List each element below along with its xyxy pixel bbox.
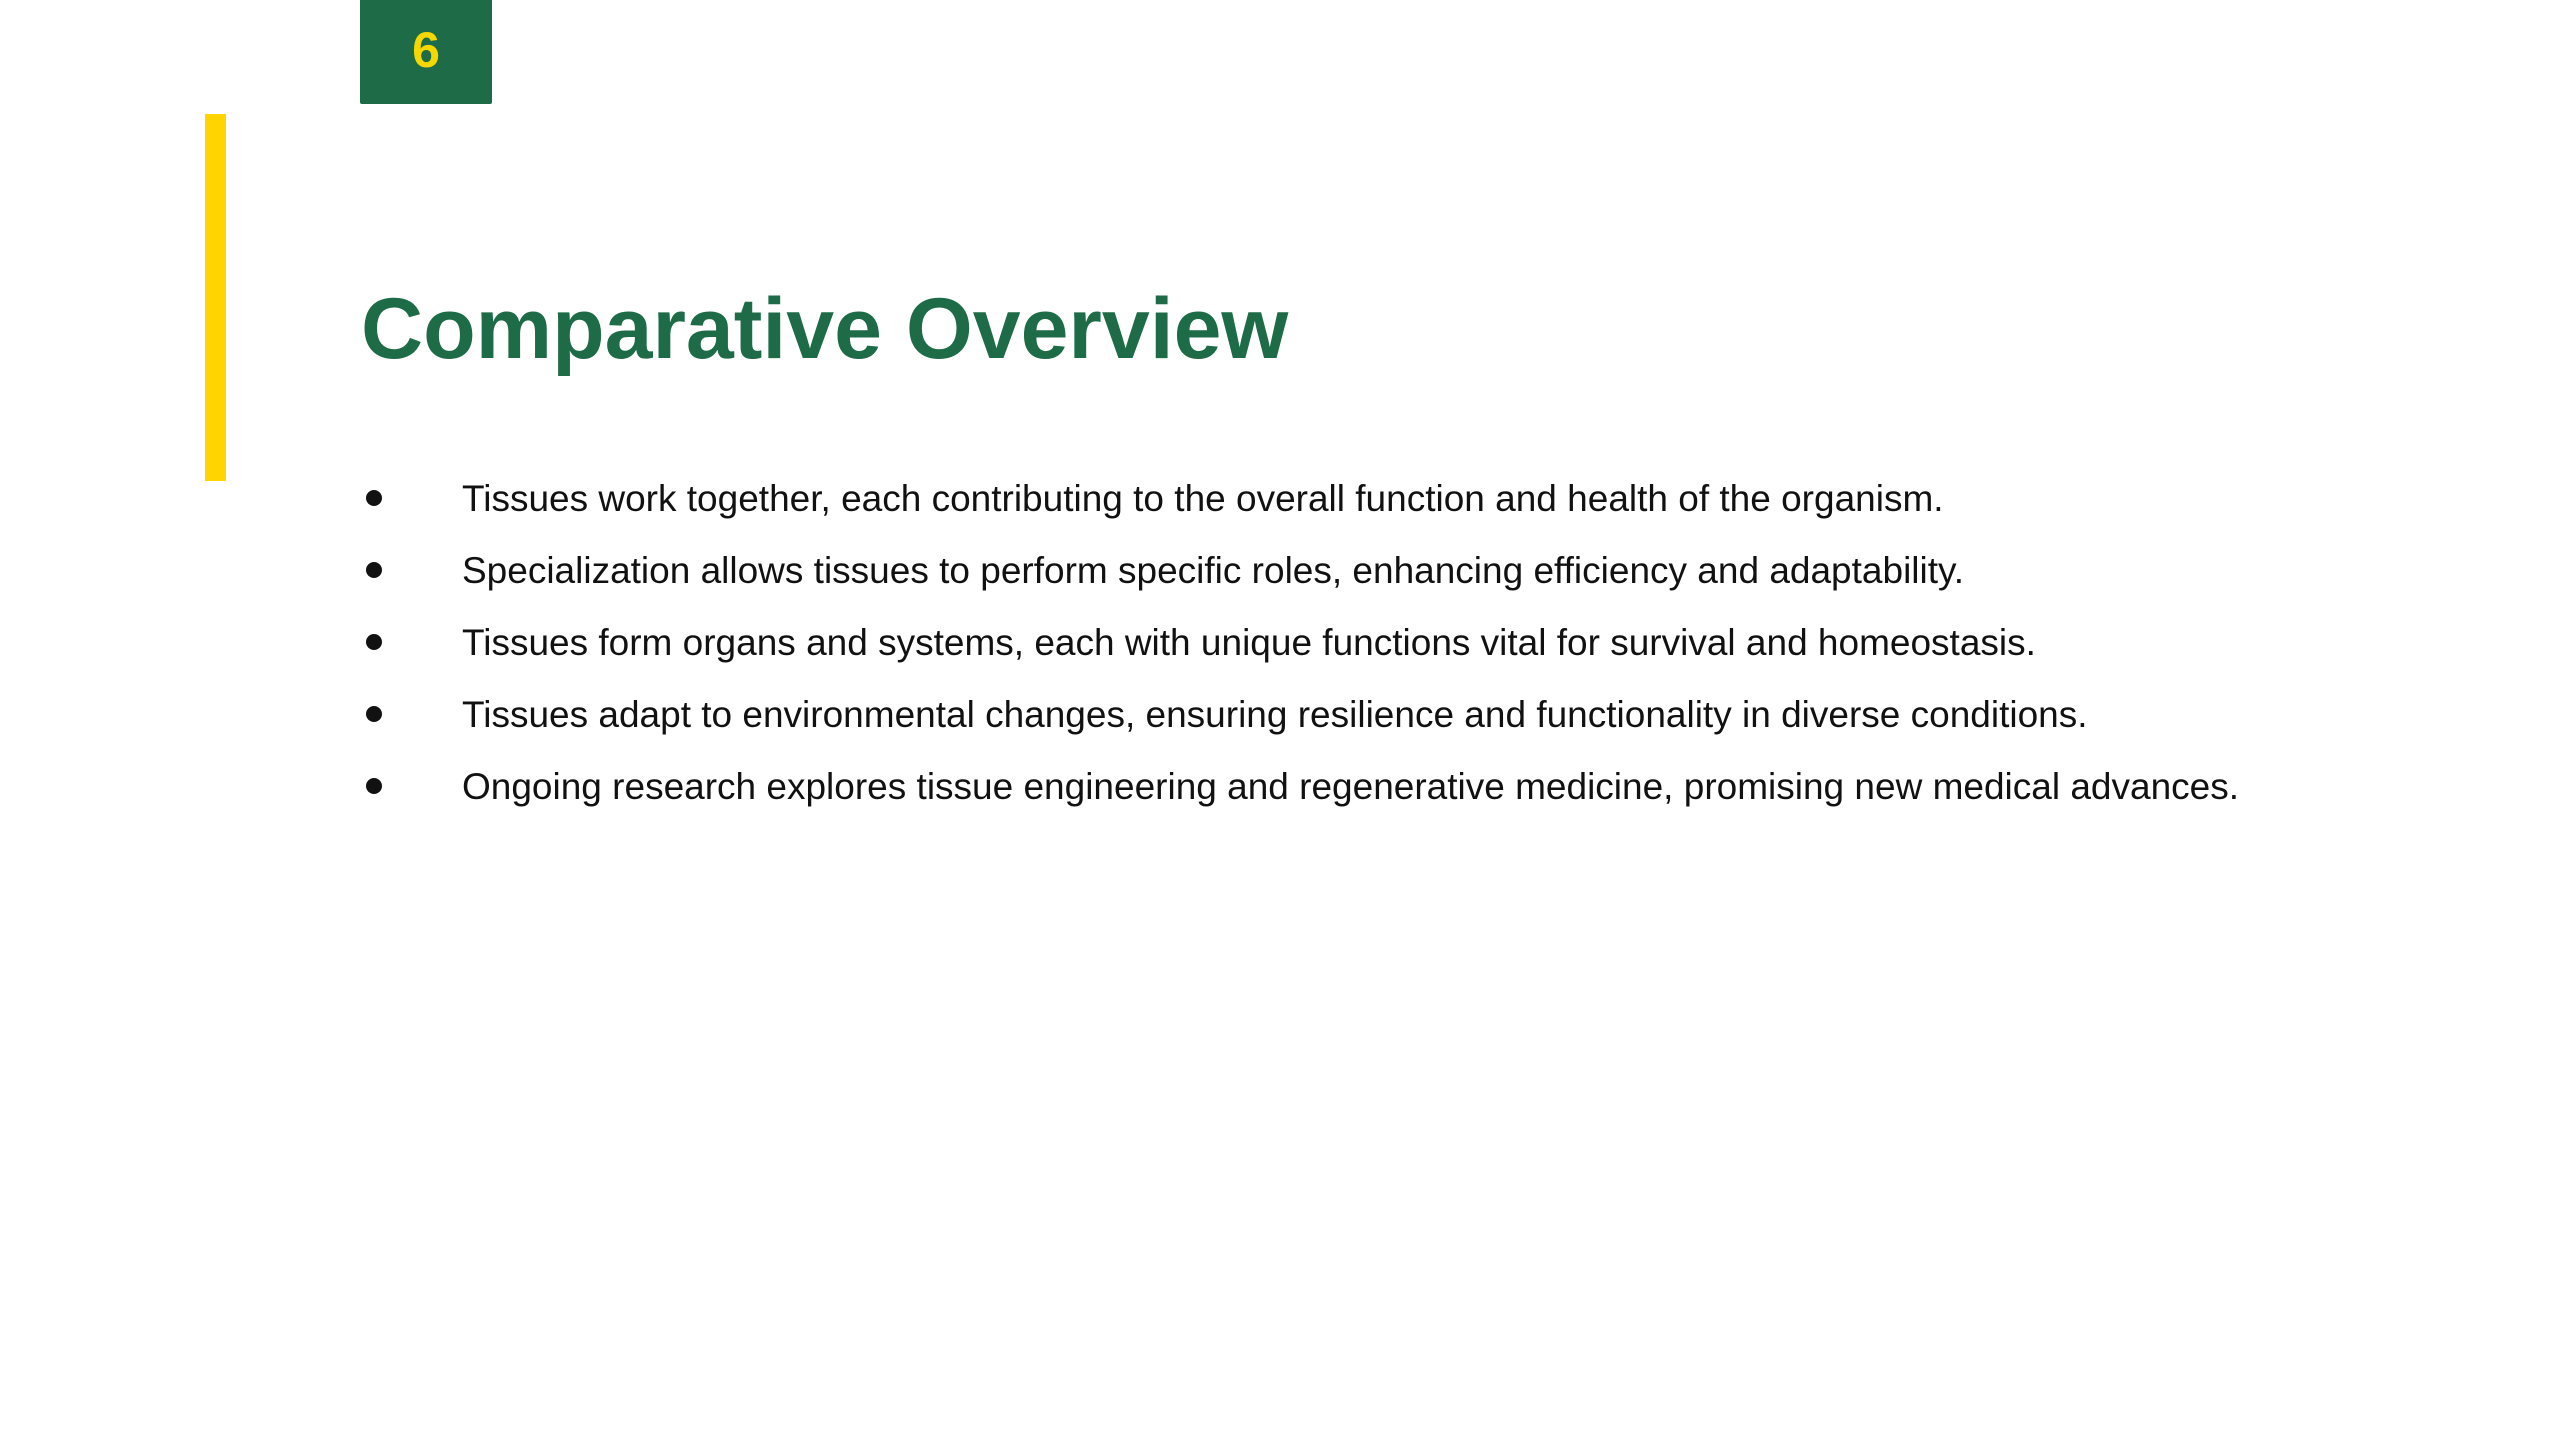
bullet-item <box>366 462 2239 534</box>
bullet-text: Tissues work together, each contributing to the overall function and health of the organism. <box>462 477 1944 519</box>
slide-number-badge <box>360 0 492 104</box>
accent-bar <box>205 114 226 481</box>
bullet-item <box>366 678 2239 750</box>
slide-number: 6 <box>412 22 440 78</box>
bullet-list <box>366 462 2239 822</box>
bullet-icon <box>366 490 382 506</box>
bullet-item <box>366 534 2239 606</box>
bullet-item <box>366 606 2239 678</box>
bullet-icon <box>366 706 382 722</box>
bullet-icon <box>366 634 382 650</box>
bullet-item <box>366 750 2239 822</box>
bullet-text: Tissues form organs and systems, each with unique functions vital for survival and homeostasis. <box>462 621 2036 663</box>
bullet-icon <box>366 778 382 794</box>
bullet-icon <box>366 562 382 578</box>
slide-title: Comparative Overview <box>361 281 1289 377</box>
bullet-text: Specialization allows tissues to perform specific roles, enhancing efficiency and adaptability. <box>462 549 1965 591</box>
bullet-text: Ongoing research explores tissue engineering and regenerative medicine, promising new medical advances. <box>462 765 2240 807</box>
bullet-text: Tissues adapt to environmental changes, ensuring resilience and functionality in diverse conditions. <box>462 693 2088 735</box>
